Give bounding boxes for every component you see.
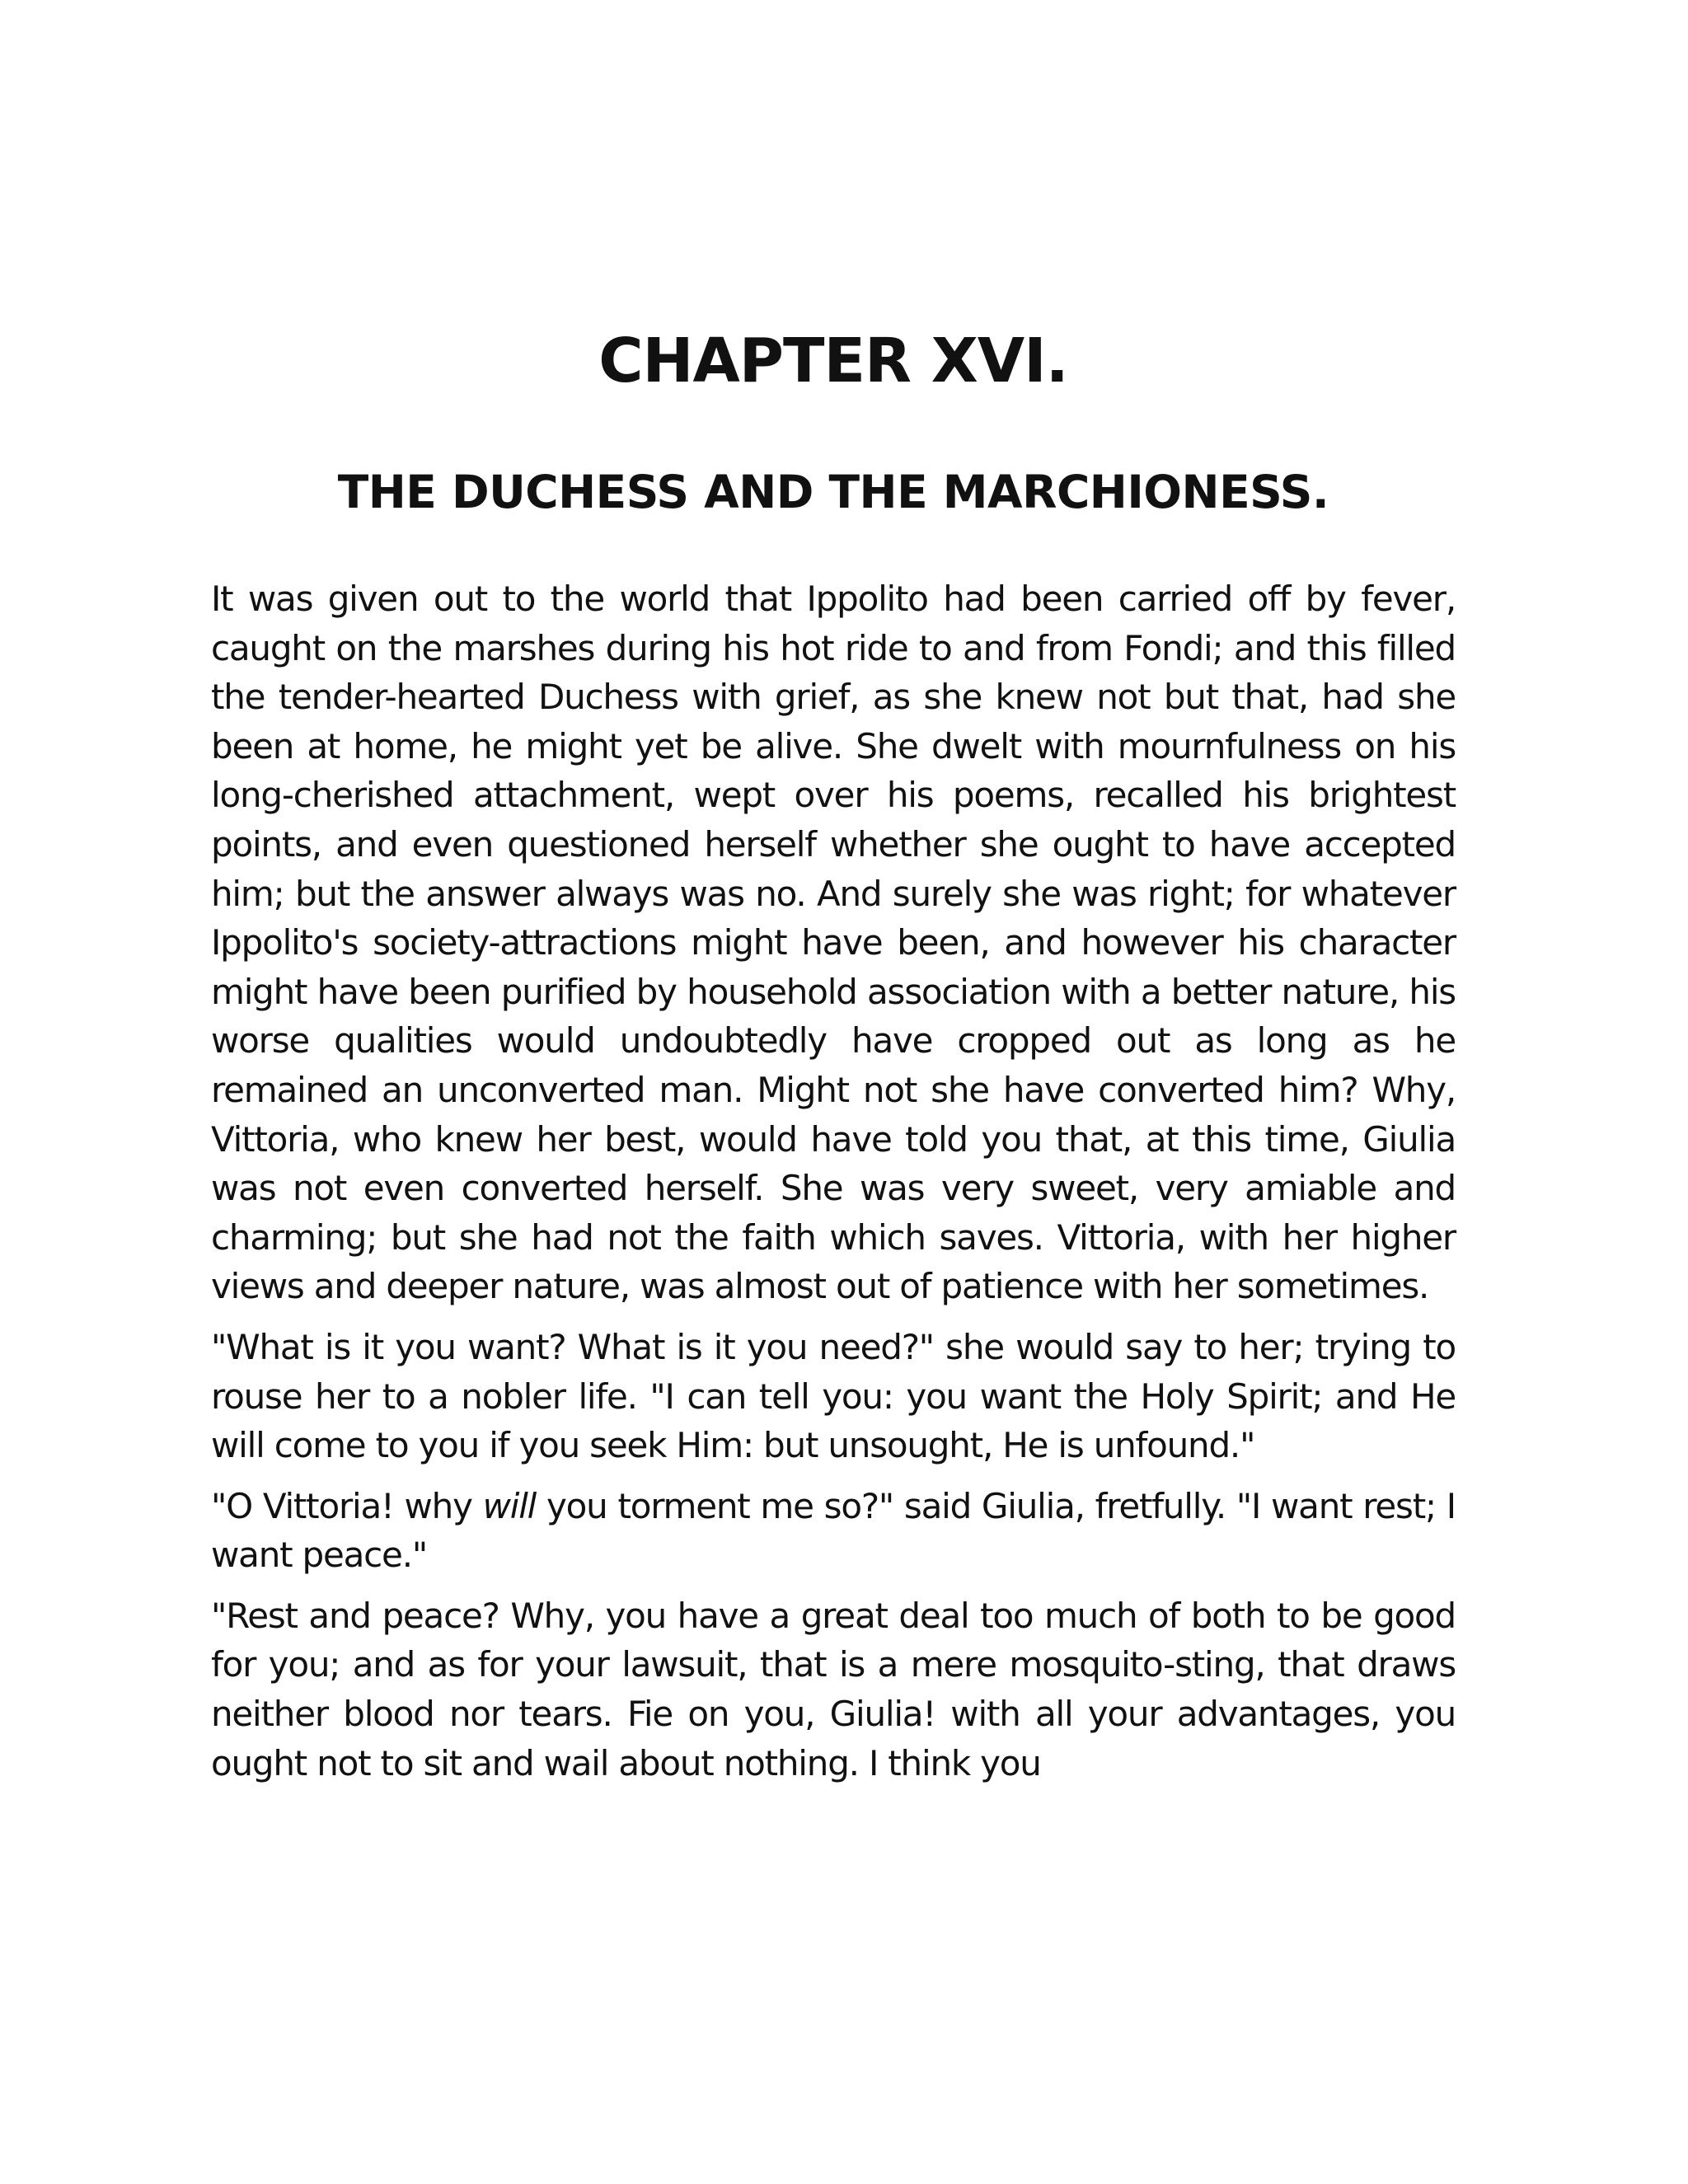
paragraph-3-before: "O Vittoria! why — [211, 1485, 483, 1526]
paragraph-1: It was given out to the world that Ippolito had been carried off by fever, caught on the marshes during his hot ride to and from Fondi; and this filled the tender-hearted Duchess with grief, as she knew not but that, had she been at home, he might yet be alive. She dwelt with mournfulness on his long-cherished attachment, wept over his poems, recalled his brightest points, and even questioned herself whether she ought to have accepted him; but the answer always was no. And surely she was right; for whatever Ippolito's society-attractions might have been, and however his character might have been purified by household association with a better nature, his worse qualities would undoubtedly have cropped out as long as he remained an unconverted man. Might not she have converted him? Why, Vittoria, who knew her best, would have told you that, at this time, Giulia was not even converted herself. She was very sweet, very amiable and charming; but she had not the faith which saves. Vittoria, with her higher views and deeper nature, was almost out of patience with her sometimes. — [211, 579, 1456, 1307]
paragraph-4: "Rest and peace? Why, you have a great deal too much of both to be good for you; and as for your lawsuit, that is a mere mosquito-sting, that draws neither blood nor tears. Fie on you, Giulia! with all your advantages, you ought not to sit and wail about nothing. I think you — [211, 1595, 1456, 1783]
paragraph-3-after: you torment me so?" said Giulia, fretfully. "I want rest; I want peace." — [211, 1485, 1456, 1576]
paragraph-2: "What is it you want? What is it you need?" she would say to her; trying to rouse her to a nobler life. "I can tell you: you want the Holy Spirit; and He will come to you if you seek Him: but unsought, He is unfound." — [211, 1326, 1456, 1466]
paragraph-3 — [211, 1482, 1456, 1580]
paragraph-3-emphasis: will — [482, 1485, 537, 1526]
chapter-subtitle: THE DUCHESS AND THE MARCHIONESS. — [337, 466, 1329, 518]
chapter-title: CHAPTER XVI. — [598, 326, 1068, 396]
chapter-body — [211, 574, 1456, 1799]
